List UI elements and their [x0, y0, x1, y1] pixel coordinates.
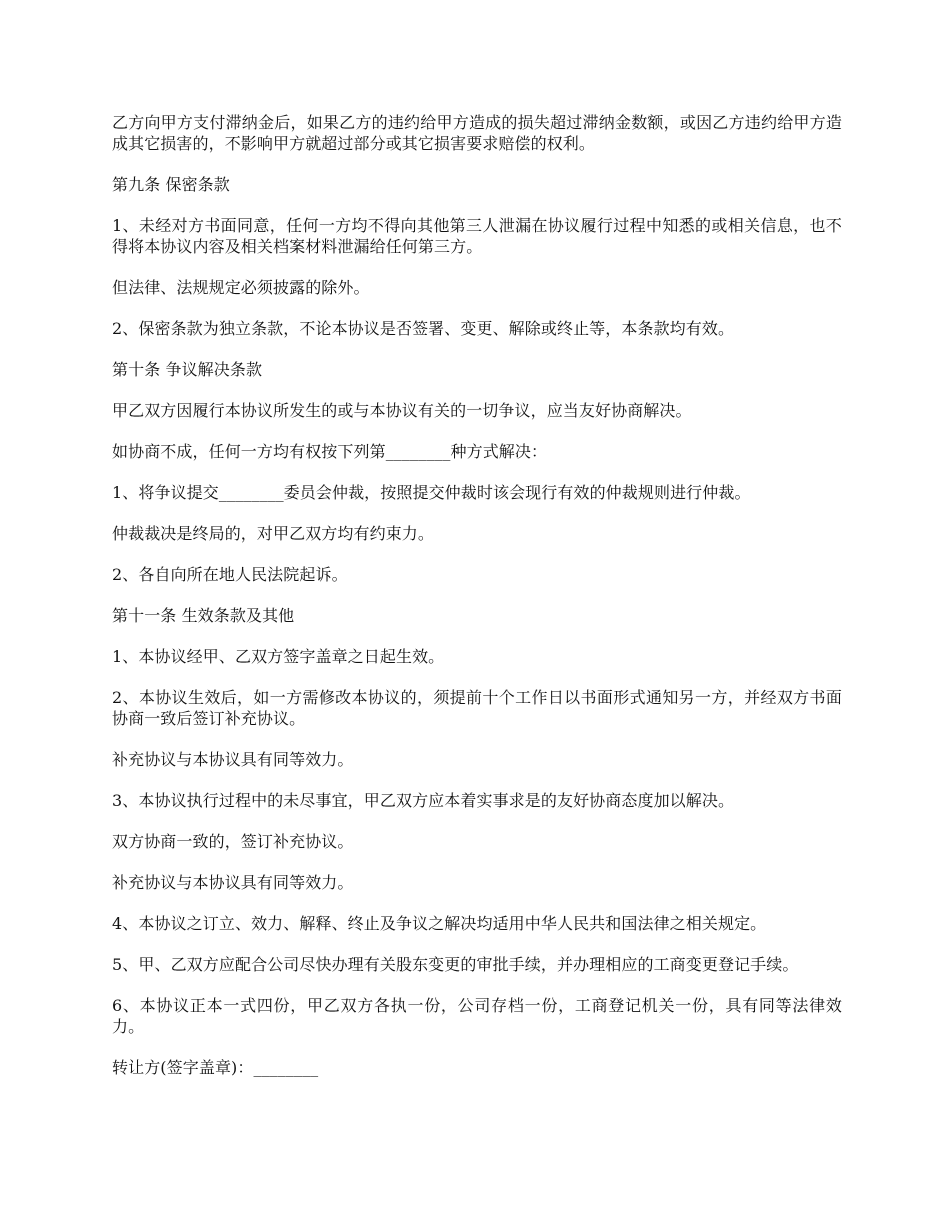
paragraph-supplement-sign: 双方协商一致的，签订补充协议。 — [112, 832, 354, 851]
paragraph-confidentiality-2: 2、保密条款为独立条款，不论本协议是否签署、变更、解除或终止等，本条款均有效。 — [112, 319, 735, 338]
paragraph-confidentiality-1: 1、未经对方书面同意，任何一方均不得向其他第三人泄漏在协议履行过程中知悉的或相关信息，也不得将本协议内容及相关档案材料泄漏给任何第三方。 — [112, 216, 842, 256]
paragraph-dispute-arbitration: 1、将争议提交________委员会仲裁，按照提交仲裁时该会现行有效的仲裁规则进行仲裁。 — [112, 483, 751, 502]
paragraph-effective-5: 5、甲、乙双方应配合公司尽快办理有关股东变更的审批手续，并办理相应的工商变更登记手续。 — [112, 955, 799, 974]
heading-article-11-effectiveness: 第十一条 生效条款及其他 — [112, 606, 295, 625]
paragraph-dispute-negotiation: 甲乙双方因履行本协议所发生的或与本协议有关的一切争议，应当友好协商解决。 — [112, 401, 692, 420]
signature-line-transferor: 转让方(签字盖章)：________ — [112, 1058, 319, 1077]
paragraph-arbitration-final: 仲裁裁决是终局的，对甲乙双方均有约束力。 — [112, 524, 435, 543]
paragraph-confidentiality-exception: 但法律、法规规定必须披露的除外。 — [112, 278, 370, 297]
paragraph-supplement-effect-2: 补充协议与本协议具有同等效力。 — [112, 873, 354, 892]
paragraph-effective-3: 3、本协议执行过程中的未尽事宜，甲乙双方应本着实事求是的友好协商态度加以解决。 — [112, 791, 735, 810]
paragraph-effective-6: 6、本协议正本一式四份，甲乙双方各执一份，公司存档一份，工商登记机关一份，具有同等法律效力。 — [112, 996, 842, 1036]
paragraph-effective-4: 4、本协议之订立、效力、解释、终止及争议之解决均适用中华人民共和国法律之相关规定。 — [112, 914, 767, 933]
heading-article-9-confidentiality: 第九条 保密条款 — [112, 175, 230, 194]
heading-article-10-dispute: 第十条 争议解决条款 — [112, 360, 263, 379]
paragraph-late-fee-damages: 乙方向甲方支付滞纳金后，如果乙方的违约给甲方造成的损失超过滞纳金数额，或因乙方违约给甲方造成其它损害的，不影响甲方就超过部分或其它损害要求赔偿的权利。 — [112, 113, 842, 153]
paragraph-dispute-method: 如协商不成，任何一方均有权按下列第________种方式解决： — [112, 442, 548, 461]
paragraph-supplement-effect-1: 补充协议与本协议具有同等效力。 — [112, 750, 354, 769]
paragraph-effective-1: 1、本协议经甲、乙双方签字盖章之日起生效。 — [112, 647, 445, 666]
paragraph-dispute-court: 2、各自向所在地人民法院起诉。 — [112, 565, 348, 584]
paragraph-effective-2: 2、本协议生效后，如一方需修改本协议的，须提前十个工作日以书面形式通知另一方，并经双方书面协商一致后签订补充协议。 — [112, 688, 842, 728]
document-body — [112, 112, 842, 1098]
